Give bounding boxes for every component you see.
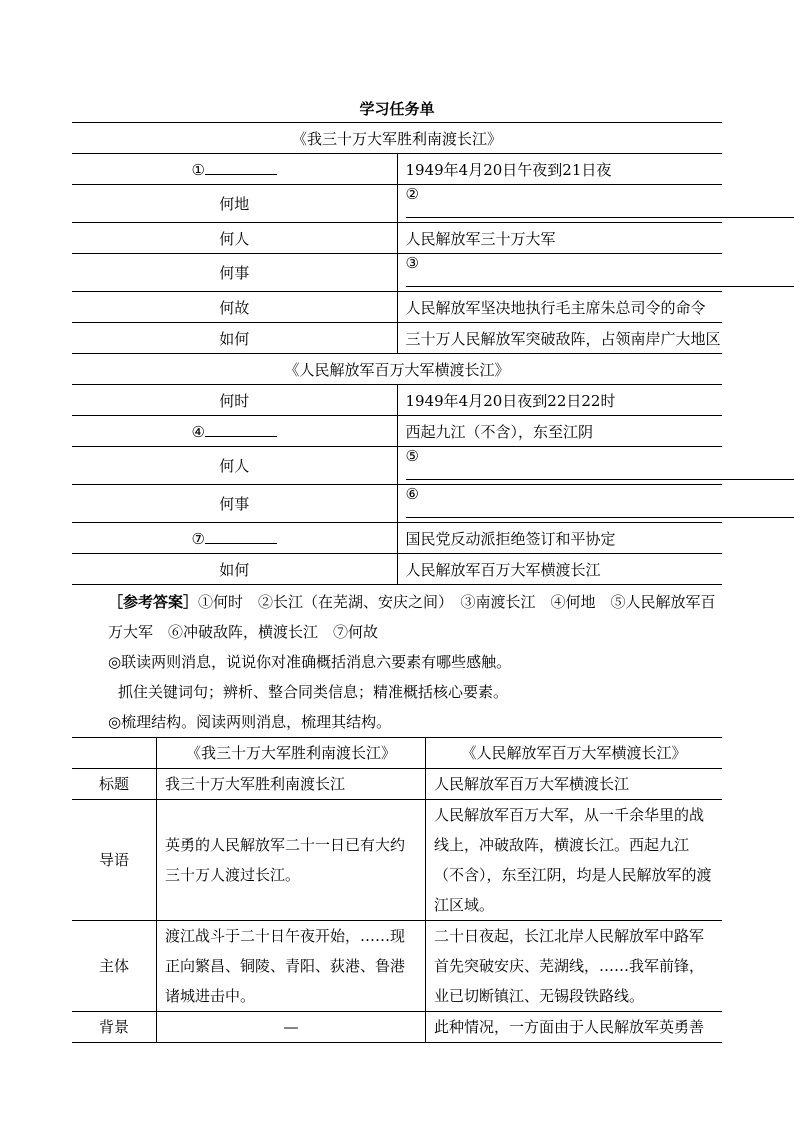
- worksheet-page: [72, 96, 722, 1043]
- element-value: 西起九江（不含），东至江阴: [405, 422, 594, 441]
- table-row: [72, 800, 722, 921]
- news1-cell: 英勇的人民解放军二十一日已有大约三十万人渡过长江。: [157, 800, 426, 921]
- row-label: 主体: [72, 921, 157, 1012]
- element-key-cell: [72, 185, 397, 223]
- table-row: [72, 385, 722, 416]
- table-row: [72, 447, 722, 485]
- fill-blank[interactable]: [205, 422, 277, 437]
- row-label: 背景: [72, 1012, 157, 1043]
- element-key: 何人: [219, 457, 250, 475]
- element-value-cell: [397, 154, 722, 185]
- element-key: 何地: [219, 195, 250, 213]
- news1-header-row-cell: 《我三十万大军胜利南渡长江》: [72, 123, 722, 154]
- element-value-cell: [397, 292, 722, 323]
- column-header-news1: 《我三十万大军胜利南渡长江》: [157, 738, 426, 769]
- element-value-cell: [397, 523, 722, 554]
- element-value-cell: [397, 185, 722, 223]
- element-value: 人民解放军三十万大军: [405, 229, 556, 248]
- table-row: [72, 254, 722, 292]
- news2-cell: 人民解放军百万大军，从一千余华里的战线上，冲破敌阵，横渡长江。西起九江（不含），东至江阴，均是人民解放军的渡江区域。: [426, 800, 723, 921]
- table-row: [72, 554, 722, 585]
- element-key-cell: [72, 254, 397, 292]
- element-value-cell: [397, 323, 722, 354]
- answer-label: ［参考答案］: [108, 593, 199, 611]
- element-value-cell: [397, 223, 722, 254]
- column-header-news2: 《人民解放军百万大军横渡长江》: [426, 738, 723, 769]
- news1-cell: 渡江战斗于二十日午夜开始，……现正向繁昌、铜陵、青阳、荻港、鲁港诸城进击中。: [157, 921, 426, 1012]
- news2-header-row-cell: 《人民解放军百万大军横渡长江》: [72, 354, 722, 385]
- element-value-cell: [397, 554, 722, 585]
- news1-header-row: [72, 123, 722, 154]
- table-row: [72, 769, 722, 800]
- table-row: [72, 323, 722, 354]
- news2-cell: 人民解放军百万大军横渡长江: [426, 769, 723, 800]
- table-row: [72, 292, 722, 323]
- element-key: 何事: [219, 495, 250, 513]
- response-1: 抓住关键词句；辨析、整合同类信息；精准概括核心要素。: [118, 683, 509, 701]
- element-key-cell: [72, 416, 397, 447]
- element-key: 何时: [219, 391, 250, 410]
- element-key: 如何: [219, 560, 250, 579]
- element-key-cell: [72, 292, 397, 323]
- table-row: [72, 185, 722, 223]
- element-key-cell: [72, 554, 397, 585]
- fill-blank[interactable]: [406, 203, 794, 218]
- element-value: 三十万人民解放军突破敌阵，占领南岸广大地区: [405, 329, 721, 348]
- element-value-cell: [397, 254, 722, 292]
- element-value: 1949年4月20日夜到22日22时: [405, 391, 616, 410]
- element-key-cell: [72, 385, 397, 416]
- prompt-1: ◎联读两则消息，说说你对准确概括消息六要素有哪些感触。: [108, 653, 512, 671]
- elements-table: [72, 122, 722, 585]
- element-key: 如何: [219, 329, 250, 348]
- structure-table: [72, 737, 722, 1043]
- news1-cell: —: [157, 1012, 426, 1043]
- element-key: 何人: [219, 229, 250, 248]
- news1-cell: 我三十万大军胜利南渡长江: [157, 769, 426, 800]
- element-value: ⑤: [405, 447, 419, 465]
- prompt-2: ◎梳理结构。阅读两则消息，梳理其结构。: [108, 713, 392, 731]
- element-value: 国民党反动派拒绝签订和平协定: [405, 529, 616, 548]
- fill-blank[interactable]: [406, 272, 794, 287]
- element-key-cell: [72, 223, 397, 254]
- news2-cell: 二十日夜起，长江北岸人民解放军中路军首先突破安庆、芜湖线，……我军前锋，业已切断镇江、无锡段铁路线。: [426, 921, 723, 1012]
- table-row: [72, 223, 722, 254]
- fill-blank[interactable]: [205, 529, 277, 544]
- element-key-cell: [72, 447, 397, 485]
- news2-cell: 此种情况，一方面由于人民解放军英勇善: [426, 1012, 723, 1043]
- element-value: 1949年4月20日午夜到21日夜: [405, 160, 612, 179]
- fill-blank[interactable]: [205, 160, 277, 175]
- structure-header-row: [72, 738, 722, 769]
- corner-cell: [72, 738, 157, 769]
- table-row: [72, 1012, 722, 1043]
- element-key: ④: [191, 422, 205, 441]
- element-key: 何事: [219, 264, 250, 282]
- table-row: [72, 485, 722, 523]
- element-value-cell: [397, 485, 722, 523]
- element-key-cell: [72, 485, 397, 523]
- element-key-cell: [72, 523, 397, 554]
- answer-paragraph: [72, 587, 722, 647]
- table-row: [72, 416, 722, 447]
- element-value-cell: [397, 385, 722, 416]
- news2-header-row: [72, 354, 722, 385]
- table-row: [72, 523, 722, 554]
- element-key: ①: [191, 160, 205, 179]
- element-key: 何故: [219, 298, 250, 317]
- element-value-cell: [397, 447, 722, 485]
- table-row: [72, 154, 722, 185]
- element-key-cell: [72, 323, 397, 354]
- element-value-cell: [397, 416, 722, 447]
- element-value: ③: [405, 254, 419, 272]
- fill-blank[interactable]: [406, 465, 794, 480]
- element-value: 人民解放军百万大军横渡长江: [405, 560, 601, 579]
- row-label: 导语: [72, 800, 157, 921]
- element-key: ⑦: [191, 529, 205, 548]
- answer-text: ①何时 ②长江（在芜湖、安庆之间） ③南渡长江 ④何地 ⑤人民解放军百万大军 ⑥冲破敌阵，横渡长江 ⑦何故: [108, 593, 716, 641]
- element-value: ②: [405, 185, 419, 203]
- element-key-cell: [72, 154, 397, 185]
- element-value: 人民解放军坚决地执行毛主席朱总司令的命令: [405, 298, 706, 317]
- row-label: 标题: [72, 769, 157, 800]
- fill-blank[interactable]: [406, 503, 794, 518]
- page-title: 学习任务单: [359, 100, 435, 118]
- element-value: ⑥: [405, 485, 419, 503]
- table-row: [72, 921, 722, 1012]
